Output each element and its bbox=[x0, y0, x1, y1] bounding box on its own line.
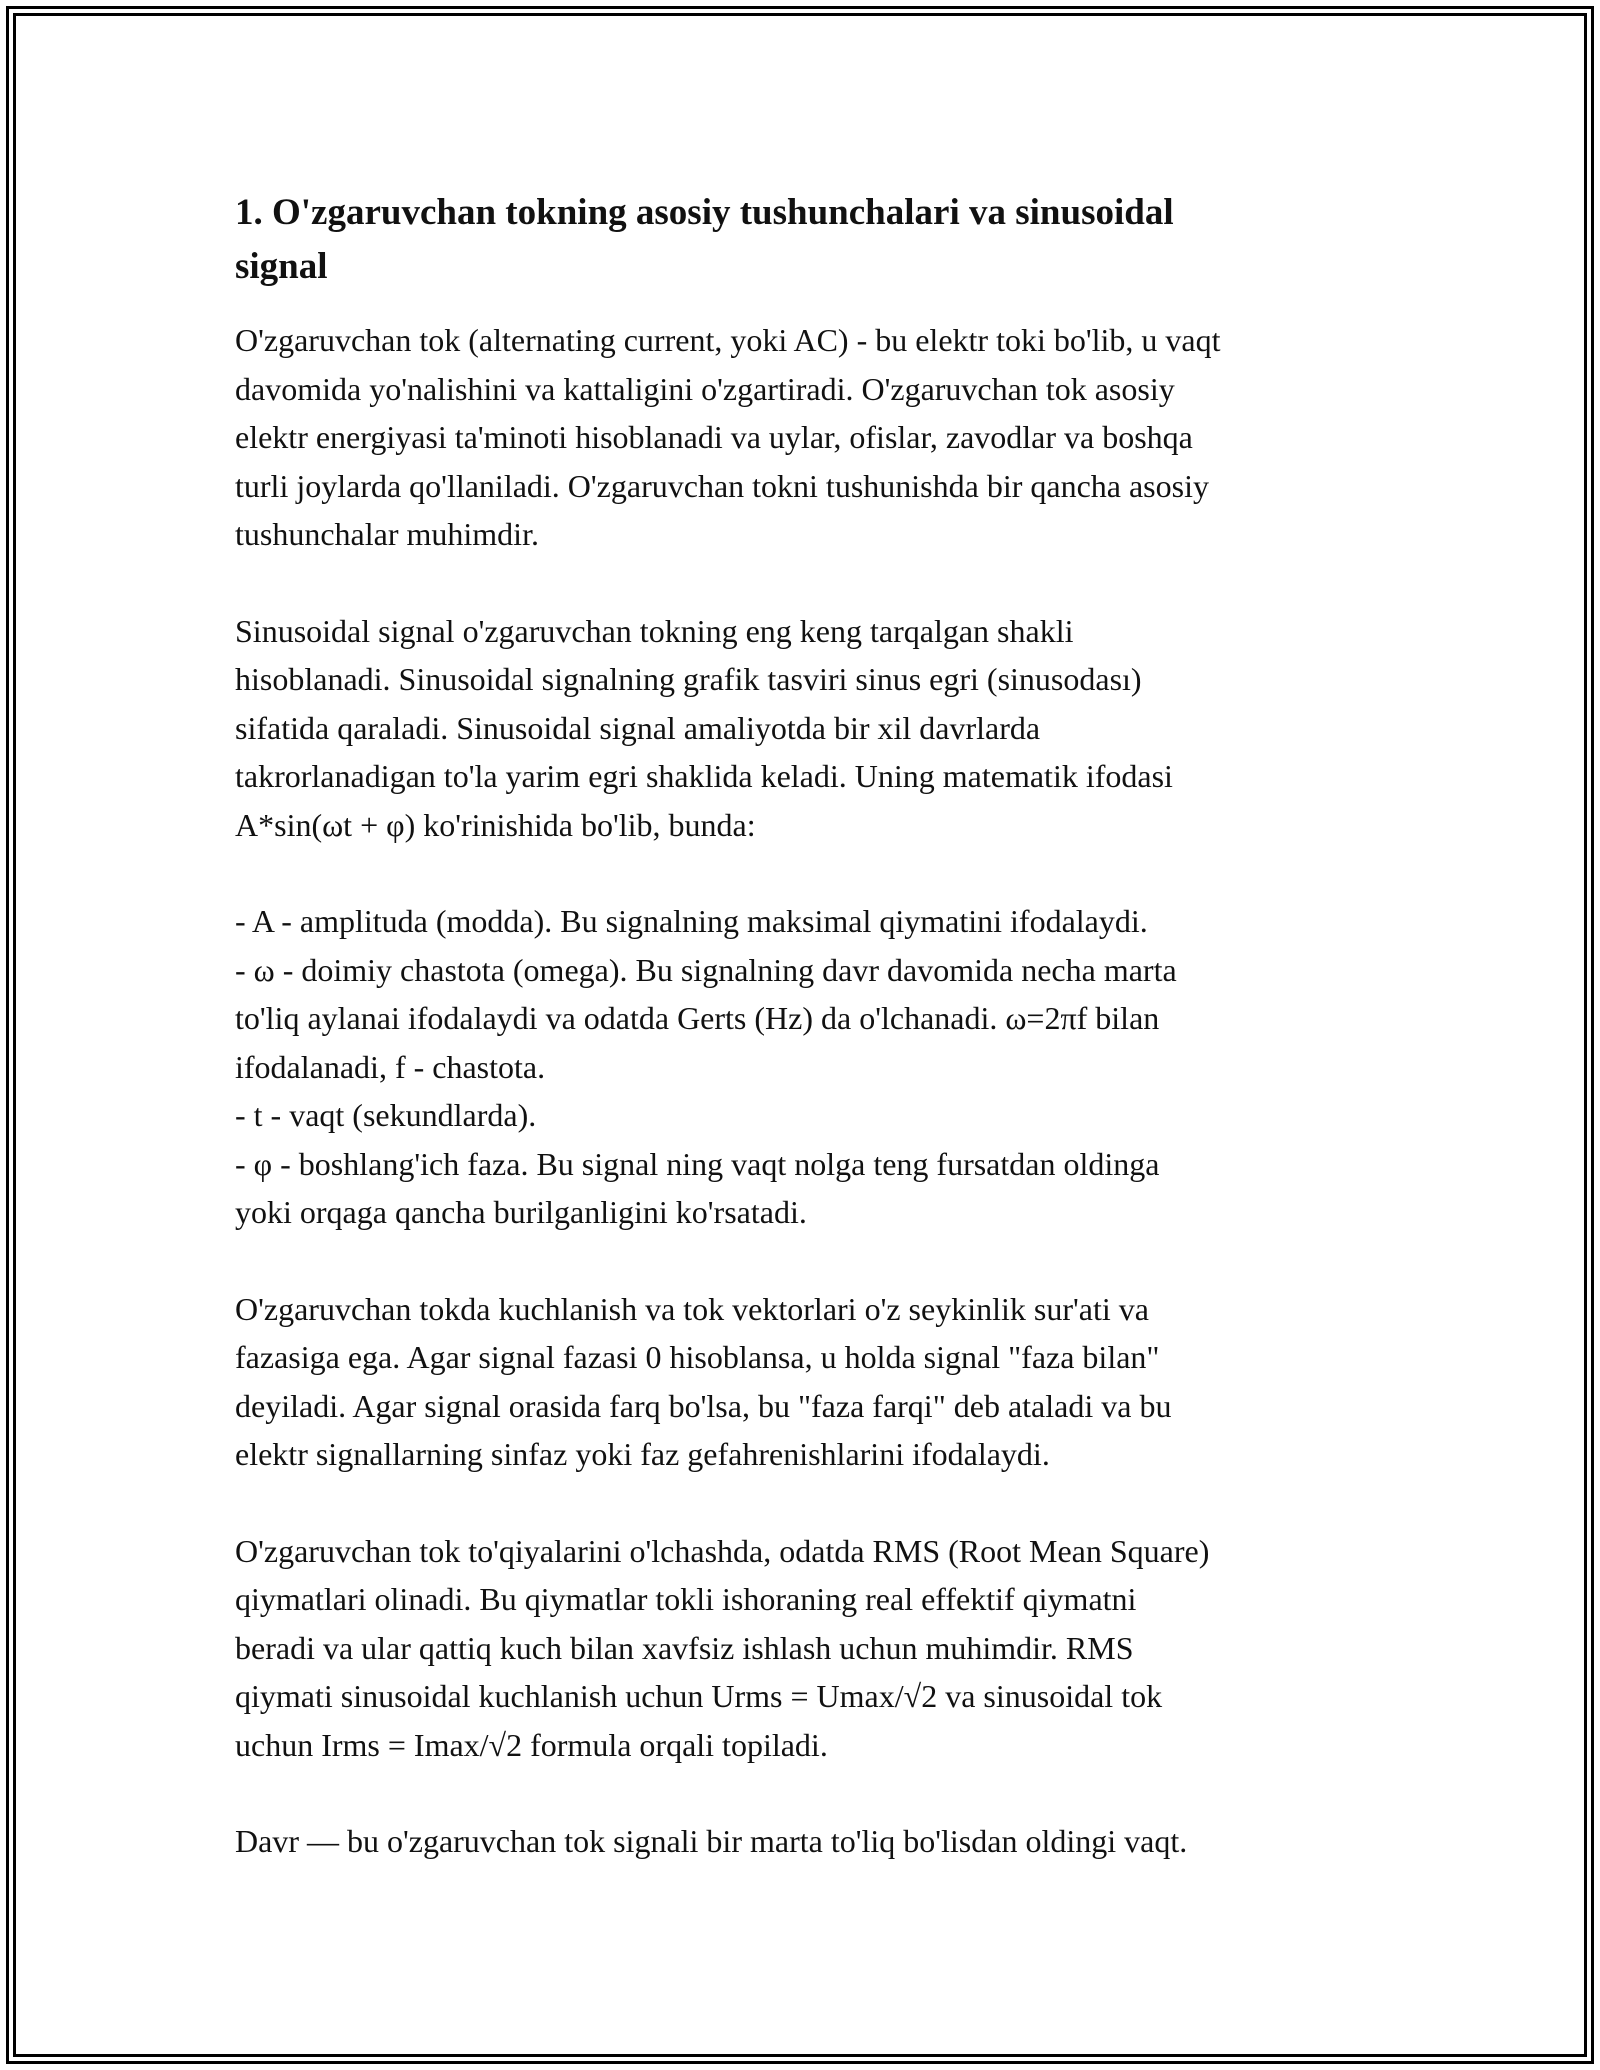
paragraph-rms: O'zgaruvchan tok to'qiyalarini o'lchashda, odatda RMS (Root Mean Square) qiymatlari olinadi. Bu qiymatlar tokli ishoraning real effektif qiymatni beradi va ular qattiq kuch bilan xavfsiz ishlash uchun muhimdir. RMS qiymati sinusoidal kuchlanish uchun Urms = Umax/√2 va sinusoidal tok uchun Irms = Imax/√2 formula orqali topiladi. bbox=[235, 1532, 1210, 1763]
paragraph-formula-terms: - A - amplituda (modda). Bu signalning maksimal qiymatini ifodalaydi. - ω - doimiy chastota (omega). Bu signalning davr davomida necha marta to'liq aylanai ifodalaydi va odatda Gerts (Hz) da o'lchanadi. ω=2πf bilan ifodalanadi, f - chastota. - t - vaqt (sekundlarda). - φ - boshlang'ich faza. Bu signal ning vaqt nolga teng fursatdan oldinga yoki orqaga qancha burilganligini ko'rsatadi. bbox=[235, 903, 1177, 1230]
section-heading: 1. O'zgaruvchan tokning asosiy tushunchalari va sinusoidal signal bbox=[235, 192, 1174, 287]
document-body bbox=[235, 186, 1385, 1866]
paragraph-ac-definition: O'zgaruvchan tok (alternating current, yoki AC) - bu elektr toki bo'lib, u vaqt davomida yo'nalishini va kattaligini o'zgartiradi. O'zgaruvchan tok asosiy elektr energiyasi ta'minoti hisoblanadi va uylar, ofislar, zavodlar va boshqa turli joylarda qo'llaniladi. O'zgaruvchan tokni tushunishda bir qancha asosiy tushunchalar muhimdir. bbox=[235, 322, 1221, 552]
paragraph-period: Davr — bu o'zgaruvchan tok signali bir marta to'liq bo'lisdan oldingi vaqt. bbox=[235, 1823, 1188, 1859]
paragraph-sinusoidal-signal: Sinusoidal signal o'zgaruvchan tokning eng keng tarqalgan shakli hisoblanadi. Sinusoidal signalning grafik tasviri sinus egri (sinusodası) sifatida qaraladi. Sinusoidal signal amaliyotda bir xil davrlarda takrorlanadigan to'la yarim egri shaklida keladi. Uning matematik ifodasi A*sin(ωt + φ) ko'rinishida bo'lib, bunda: bbox=[235, 612, 1173, 843]
paragraph-phase: O'zgaruvchan tokda kuchlanish va tok vektorlari o'z seykinlik sur'ati va fazasiga ega. Agar signal fazasi 0 hisoblansa, u holda signal "faza bilan" deyiladi. Agar signal orasida farq bo'lsa, bu "faza farqi" deb ataladi va bu elektr signallarning sinfaz yoki faz gefahrenishlarini ifodalaydi. bbox=[235, 1290, 1172, 1472]
